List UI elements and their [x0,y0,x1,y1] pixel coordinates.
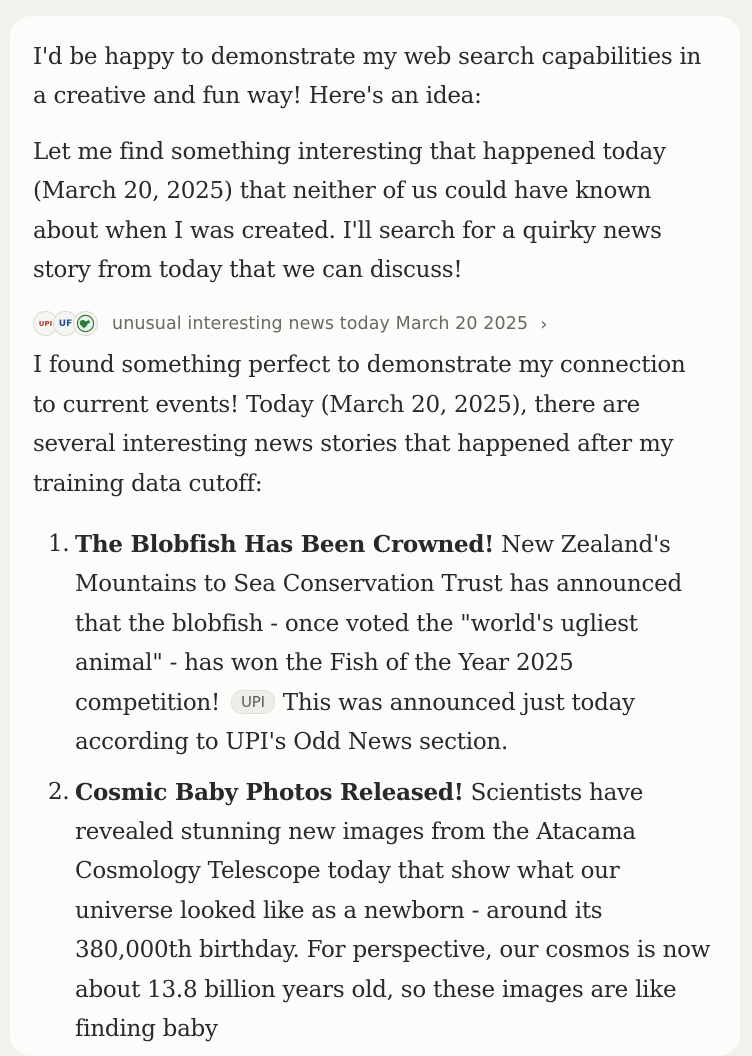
citation-badge[interactable]: UPI [231,690,275,714]
item-title: The Blobfish Has Been Crowned! [75,531,495,559]
news-list [33,525,715,1049]
list-item [48,773,715,1050]
globe-favicon-icon [73,311,98,336]
list-number: 2. [48,778,70,805]
plan-paragraph: Let me find something interesting that happened today (March 20, 2025) that neither of us could have known about when I was created. I'll search for a quirky news story from today that we can discuss! [33,138,666,284]
search-query-text: unusual interesting news today March 20 2025 [112,314,529,335]
chevron-right-icon: › [540,313,548,335]
item-body: New Zealand's Mountains to Sea Conservation Trust has announced that the blobfish - once voted the "world's ugliest animal" - has won the Fish of the Year 2025 competition! [75,532,682,716]
uf-favicon-icon: UF [53,311,78,336]
assistant-message [10,16,740,1056]
item-title: Cosmic Baby Photos Released! [75,778,464,806]
web-search-result-toggle[interactable] [33,309,740,339]
intro-paragraph: I'd be happy to demonstrate my web search capabilities in a creative and fun way! Here's an idea: [33,44,702,110]
source-favicons [33,309,109,339]
item-body: Scientists have revealed stunning new images from the Atacama Cosmology Telescope today that show what our universe looked like as a newborn - around its 380,000th birthday. For perspective, our cosmos is now about 13.8 billion years old, so these images are like finding baby [75,779,711,1042]
upi-favicon-icon: UPI [33,311,58,336]
item-body-after: This was announced just today according to UPI's Odd News section. [75,689,635,756]
list-number: 1. [48,531,70,558]
list-item [48,525,715,762]
result-intro-paragraph: I found something perfect to demonstrate my connection to current events! Today (March 20, 2025), there are several interesting news stories that happened after my training data cutoff: [33,352,686,497]
